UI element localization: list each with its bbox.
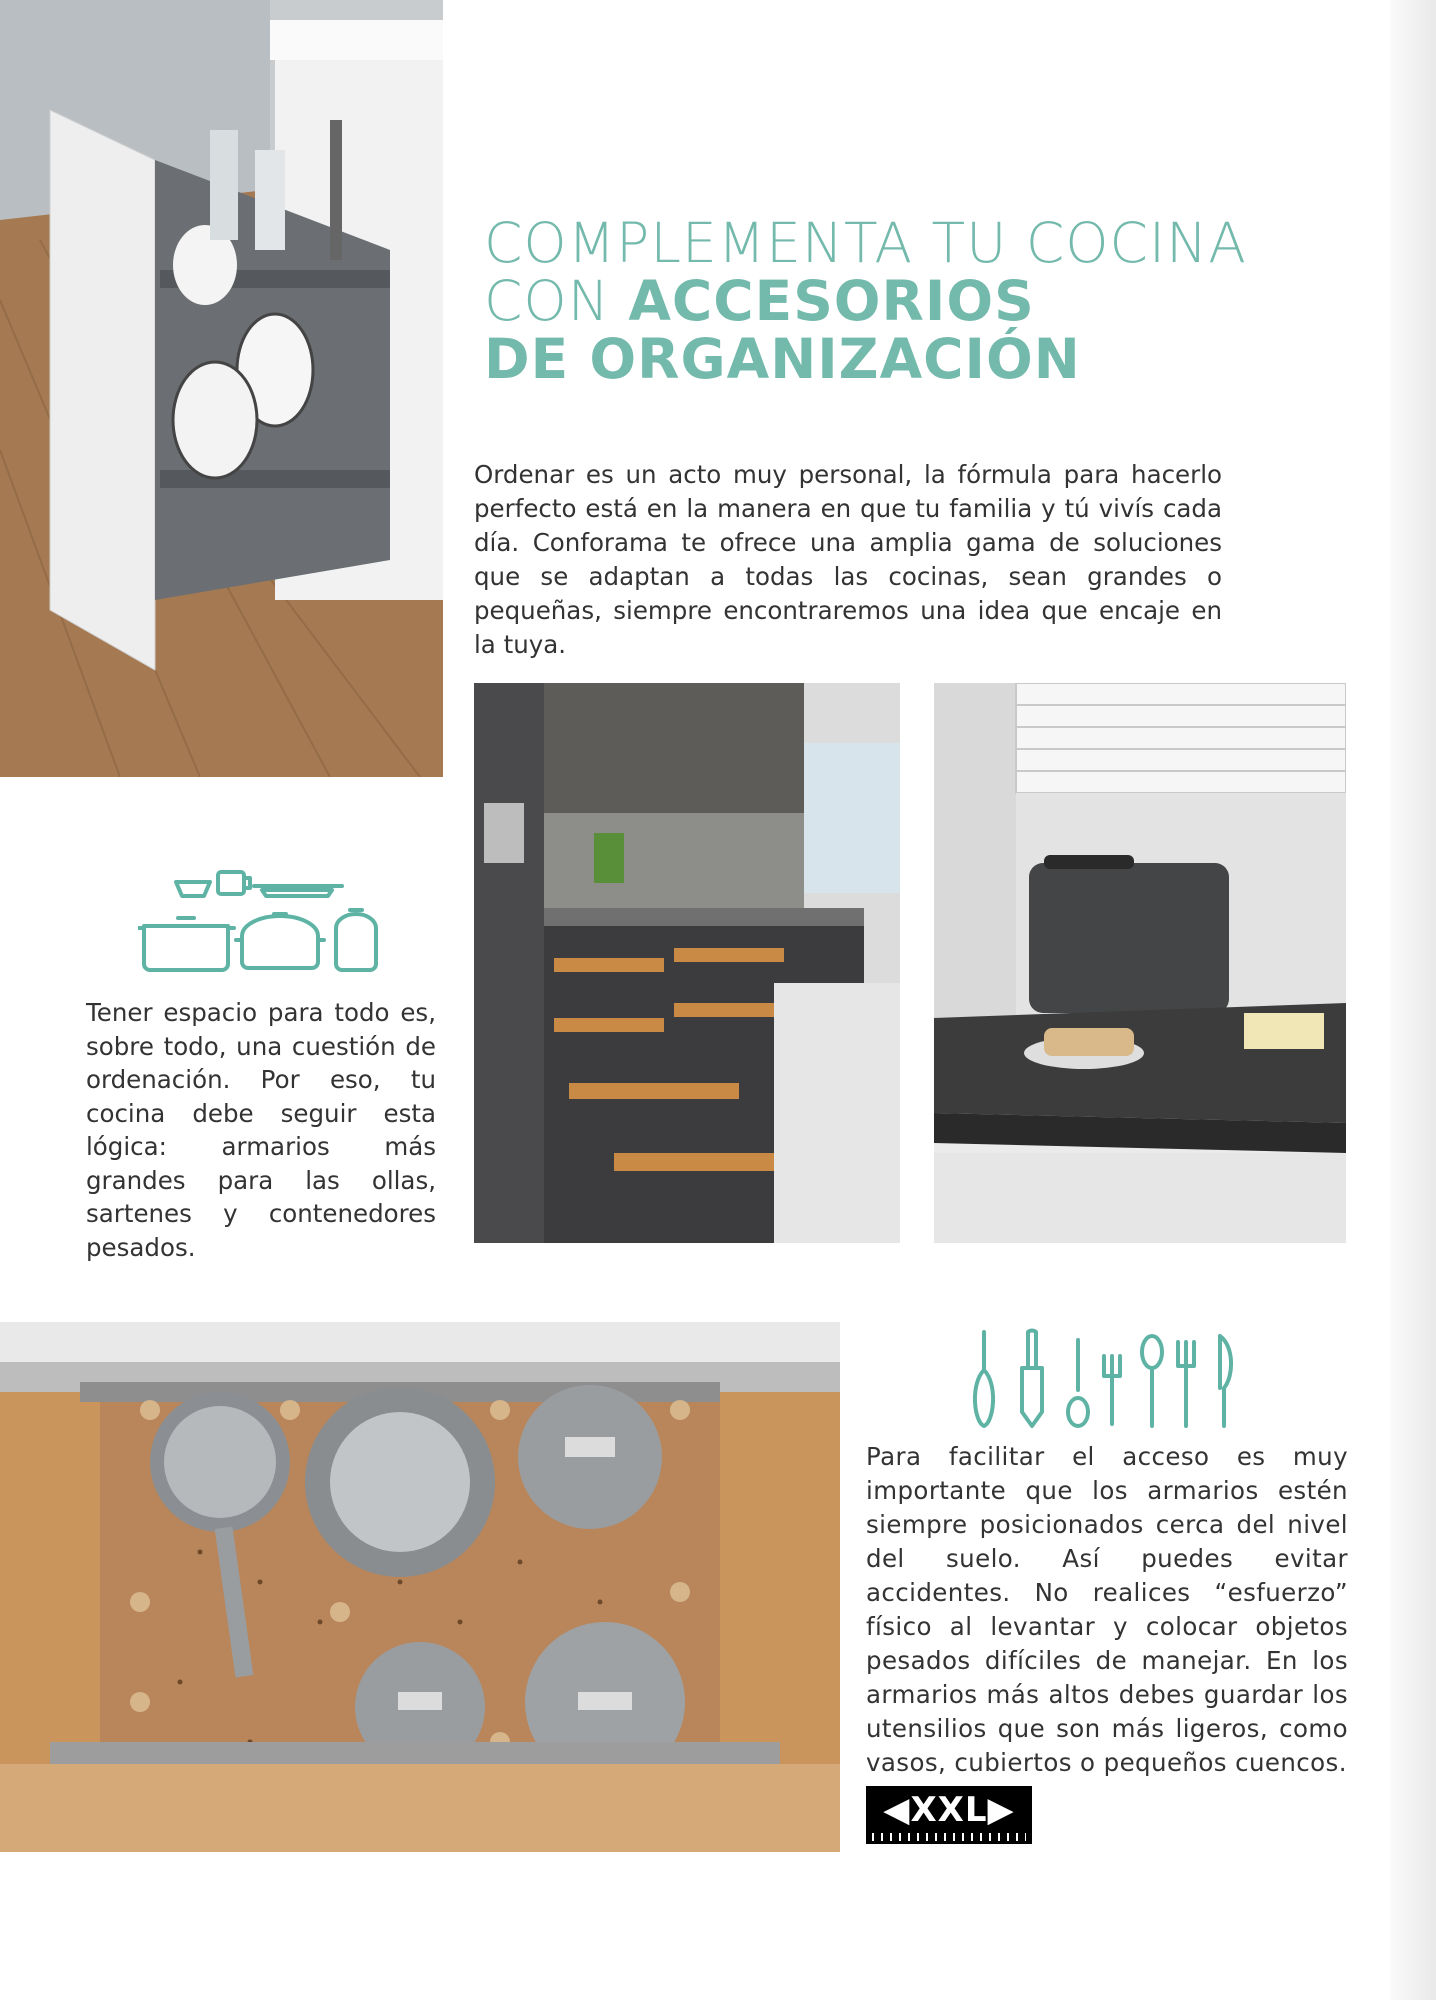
ruler-marks xyxy=(872,1833,1026,1841)
accessibility-paragraph: Para facilitar el acceso es muy importante que los armarios estén siempre posicionados cerca del nivel del suelo. Así puedes evitar accidentes. No realices “esfuerzo” físico al levantar y colocar objetos pesados difíciles de manejar. En los armarios más altos debes guardar los utensilios que son más ligeros, como vasos, cubiertos o pequeños cuencos. xyxy=(866,1442,1348,1777)
title-line-2-light: CON xyxy=(484,269,629,333)
page-edge-shadow xyxy=(1390,0,1436,2000)
xxl-logo-text: ◀XXL▶ xyxy=(883,1790,1015,1830)
pullout-rack-photo xyxy=(0,0,443,777)
intro-paragraph: Ordenar es un acto muy personal, la fórmula para hacerlo perfecto está en la manera en que tu familia y tú vivís cada día. Conforama te ofrece una amplia gama de soluciones que se adaptan a todas las cocinas, sean grandes o pequeñas, siempre encontraremos una idea que encaje en la tuya. xyxy=(474,460,1222,659)
title-line-1: COMPLEMENTA TU COCINA xyxy=(484,211,1247,275)
cookware-icon xyxy=(138,866,384,972)
xxl-logo xyxy=(866,1786,1032,1844)
kitchen-utensils-icon xyxy=(972,1328,1246,1432)
pots-drawer-photo xyxy=(0,1322,840,1852)
kitchen-drawers-photo xyxy=(474,683,900,1243)
toaster-cabinet-photo xyxy=(934,683,1346,1243)
storage-logic-paragraph: Tener espacio para todo es, sobre todo, una cuestión de ordenación. Por eso, tu cocina debe seguir esta lógica: armarios más grandes para las ollas, sartenes y contenedores pesados. xyxy=(86,998,436,1262)
title-line-3: DE ORGANIZACIÓN xyxy=(484,327,1081,391)
page-title xyxy=(484,211,1304,391)
title-line-2-bold: ACCESORIOS xyxy=(628,269,1035,333)
